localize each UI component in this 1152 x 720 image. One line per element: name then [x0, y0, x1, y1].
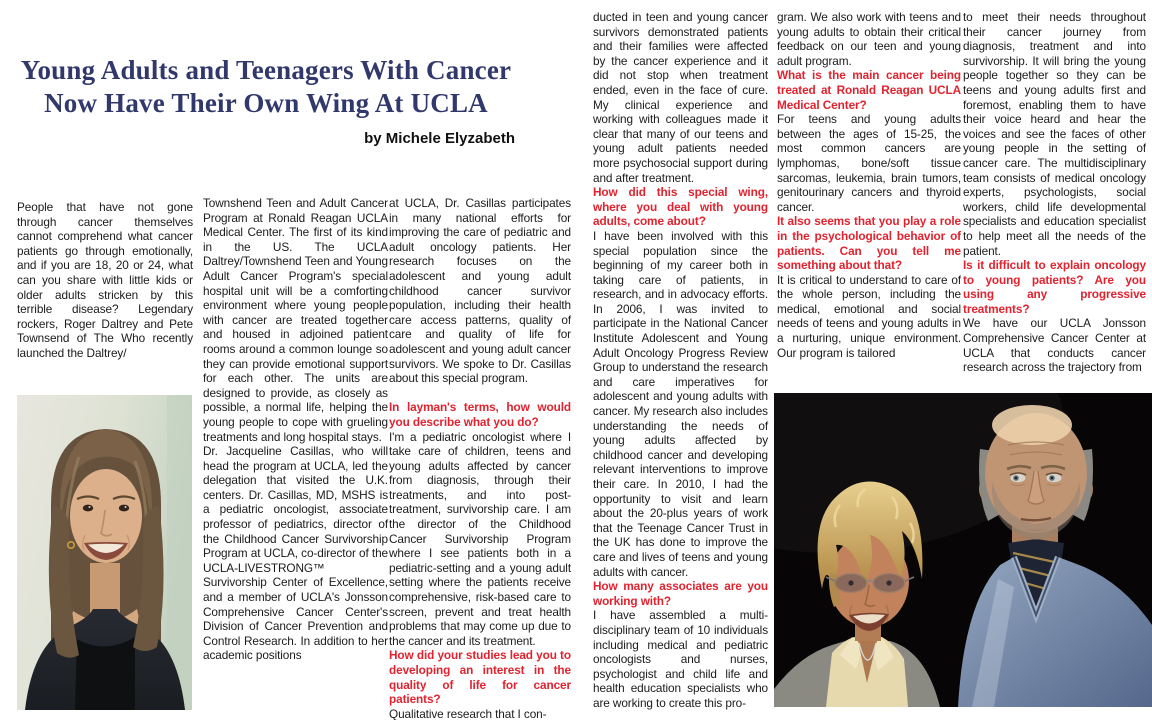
interview-question: Is it difficult to explain oncology to young patients? Are you using any progressive treatments?	[963, 258, 1146, 316]
interview-answer: Qualitative research that I con-	[389, 706, 547, 720]
interview-answer: For teens and young adults between the ages of 15-25, the most common cancers are lymphomas, bone/soft tissue sarcomas, leukemia, brain tumors, genitourinary cancers and thyroid cancer.	[777, 112, 961, 214]
article-byline: by Michele Elyzabeth	[364, 130, 515, 147]
title-line-2: Now Have Their Own Wing At UCLA	[44, 88, 488, 118]
interview-question: How did this special wing, where you deal with young adults, come about?	[593, 185, 768, 229]
text-column-1	[17, 200, 193, 361]
body-paragraph: ducted in teen and young cancer survivors demonstrated patients and their families were affected by the cancer experience and it did not stop when treatment ended, even in the face of cure. My clinical experience and working with colleagues made it clear that many of our teens and young adult patients needed more psychosocial support during and after treatment.	[593, 10, 768, 185]
interview-answer: I have assembled a multi-disciplinary team of 10 individuals including medical and pediatric oncologists and nurses, psychologist and child life and health education specialists who are working to create this pro-	[593, 608, 768, 710]
body-paragraph: to meet their needs throughout their cancer journey from diagnosis, treatment and into survivorship. It will bring the young people together so they can be teens and young adults first and foremost, enabling them to have their voice heard and hear the voices and see the faces of other young people in the setting of cancer care. The multidisciplinary team consists of medical oncology experts, psychologists, social workers, child life developmental specialists and education specialist to help meet all the needs of the patient.	[963, 10, 1146, 258]
interview-question: In layman's terms, how would you describe what you do?	[389, 400, 571, 429]
article-header	[17, 54, 515, 147]
text-column-2	[203, 196, 388, 663]
text-column-3	[389, 196, 571, 720]
photo-woman-portrait	[17, 395, 192, 710]
interview-answer: We have our UCLA Jonsson Comprehensive Cancer Center at UCLA that conducts cancer research across the trajectory from	[963, 316, 1146, 375]
interview-question: It also seems that you play a role in the psychological behavior of patients. Can you tell me something about that?	[777, 214, 961, 273]
text-column-5	[777, 10, 961, 392]
text-column-4	[593, 10, 768, 711]
interview-question: How did your studies lead you to developing an interest in the quality of life for cancer patients?	[389, 648, 571, 707]
text-column-6	[963, 10, 1146, 392]
body-paragraph: gram. We also work with teens and young adults to obtain their critical feedback on our teen and young adult program.	[777, 10, 961, 68]
body-paragraph: People that have not gone through cancer themselves cannot comprehend what cancer patients go through emotionally, and if you are 18, 20 or 24, what can you share with little kids or older adults stricken by this terrible disease? Legendary rockers, Roger Daltrey and Pete Townsend of The Who recently launched the Daltrey/	[17, 200, 193, 360]
body-paragraph: at UCLA, Dr. Casillas participates in many national efforts for improving the care of pediatric and adult oncology patients. Her research focuses on the adolescent and young adult childhood cancer survivor population, including their health care access patterns, quality of care and quality of life for adolescent and young adult cancer survivors. We spoke to Dr. Casillas about this special program.	[389, 196, 571, 386]
article-title	[17, 54, 515, 120]
interview-answer: It is critical to understand to care of the whole person, including the medical, emotional and social needs of teens and young adults in a nurturing, unique environment. Our program is tailored	[777, 272, 961, 360]
interview-answer: I'm a pediatric oncologist where I take care of children, teens and young adults affected by cancer from diagnosis, through their treatments, and into post-treatment, survivorship care. I am the director of the Childhood Cancer Survivorship Program where I see patients both in a pediatric-setting and a young adult setting where the patients receive comprehensive, risk-based care to screen, prevent and treat health problems that may come up due to the cancer and its treatment.	[389, 429, 571, 648]
body-paragraph: Dr. Jacqueline Casillas, who will head the program at UCLA, led the delegation that visited the U.K. centers. Dr. Casillas, MD, MSHS is a pediatric oncologist, associate professor of pediatrics, director of the Childhood Cancer Survivorship Program at UCLA, co-director of the UCLA-LIVESTRONG™ Survivorship Center of Excellence, and a member of UCLA's Jonsson Comprehensive Cancer Center's Division of Cancer Prevention and Control Research. In addition to her academic positions	[203, 444, 388, 663]
photo-two-rock-musicians	[774, 393, 1152, 707]
title-line-1: Young Adults and Teenagers With Cancer	[20, 55, 512, 85]
woman-portrait-illustration	[17, 395, 192, 710]
interview-answer: I have been involved with this special population since the beginning of my career both in taking care of patients, in research, and in advocacy efforts. In 2006, I was invited to participate in the National Cancer Institute Adolescent and Young Adult Oncology Progress Review Group to understand the research and care imperatives for adolescent and young adults with cancer. My research also includes understanding the needs of young adults affected by childhood cancer and developing relevant interventions to improve their care. In 2010, I had the opportunity to visit and learn about the 20-plus years of work that the Teenage Cancer Trust in the UK has done to improve the care and lives of teens and young adults with cancer.	[593, 228, 768, 579]
interview-question: What is the main cancer being treated at Ronald Reagan UCLA Medical Center?	[777, 68, 961, 112]
interview-question: How many associates are you working with?	[593, 579, 768, 608]
two-rock-musicians-illustration	[774, 393, 1152, 707]
paragraph-spacer	[389, 386, 571, 401]
body-paragraph: Townshend Teen and Adult Cancer Program at Ronald Reagan UCLA Medical Center. The first of its kind in the US. The UCLA Daltrey/Townshend Teen and Young Adult Cancer Program's special hospital unit will be a comforting environment where young people with cancer are treated together and housed in adjoined patient rooms around a common lounge so they can provide emotional support for each other. The units are designed to provide, as closely as possible, a normal life, helping the young people to cope with grueling treatments and long hospital stays.	[203, 196, 388, 444]
